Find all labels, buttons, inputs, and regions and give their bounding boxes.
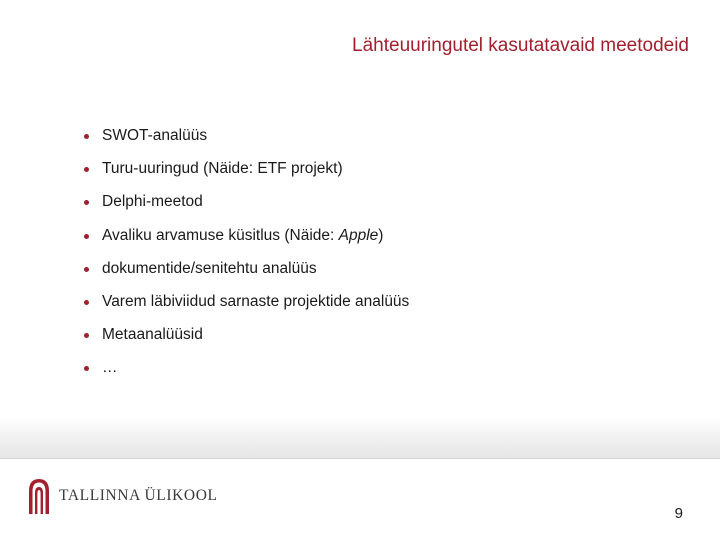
bullet-dot-icon xyxy=(84,333,89,338)
bullet-text-part: Avaliku arvamuse küsitlus (Näide: xyxy=(102,226,339,244)
bullet-dot-icon xyxy=(84,200,89,205)
bullet-dot-icon xyxy=(84,366,89,371)
bullet-text xyxy=(102,226,383,246)
bullet-text: Delphi-meetod xyxy=(102,193,203,211)
bullet-dot-icon xyxy=(84,300,89,305)
page-number: 9 xyxy=(674,505,683,522)
bullet-text: Varem läbiviidud sarnaste projektide analüüs xyxy=(102,292,410,310)
footer-divider xyxy=(0,458,720,459)
logo-text: TALLINNA ÜLIKOOL xyxy=(59,487,218,504)
slide-title: Lähteuuringutel kasutatavaid meetodeid xyxy=(352,35,689,56)
bullet-dot-icon xyxy=(84,234,89,239)
bullet-dot-icon xyxy=(84,134,89,139)
bullet-text: Turu-uuringud (Näide: ETF projekt) xyxy=(102,160,343,178)
bullet-dot-icon xyxy=(84,167,89,172)
bullet-dot-icon xyxy=(84,267,89,272)
bullet-text: dokumentide/senitehtu analüüs xyxy=(102,259,317,277)
university-logo xyxy=(28,478,218,514)
footer-gradient-band xyxy=(0,418,720,458)
bullet-text: SWOT-analüüs xyxy=(102,127,208,144)
bullet-text-part: ) xyxy=(378,226,384,244)
bullet-text-italic: Apple xyxy=(338,226,379,244)
bullet-text: Metaanalüüsid xyxy=(102,326,203,344)
tallinn-university-arch-icon xyxy=(28,478,50,514)
bullet-text: … xyxy=(102,359,118,377)
